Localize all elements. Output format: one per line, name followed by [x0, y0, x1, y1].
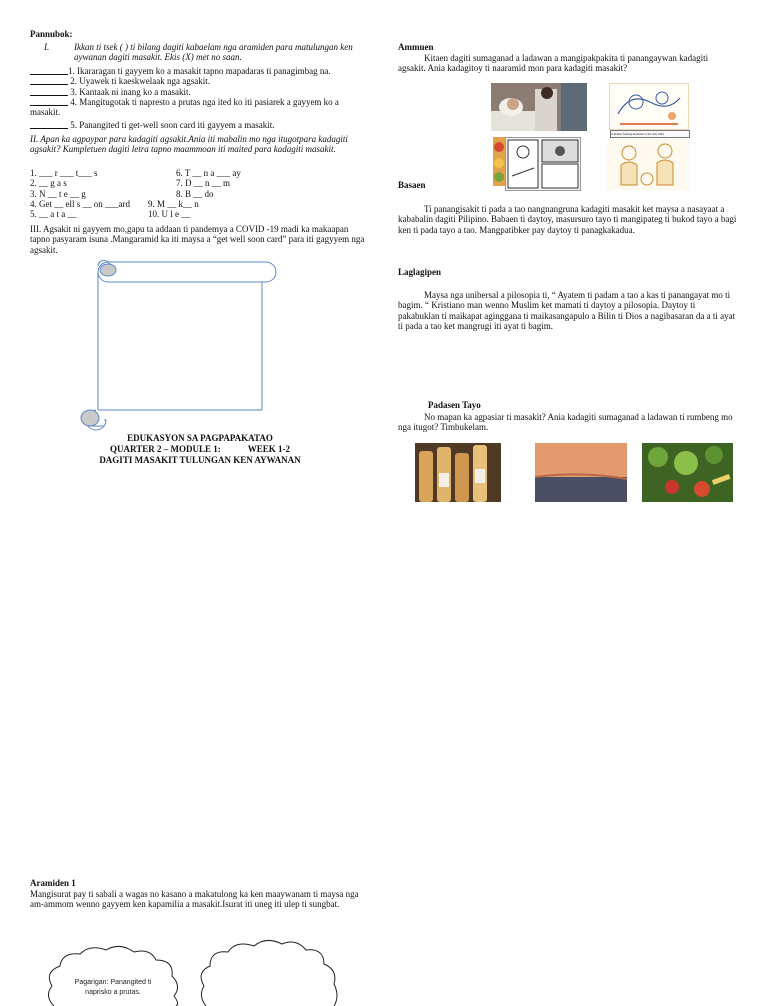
- image-caption: A mother feeding medicine to her sick child: [610, 130, 690, 138]
- puzzle-item: 9. M __ k__ n: [148, 198, 199, 209]
- module-title: DAGITI MASAKIT TULUNGAN KEN AYWANAN: [99, 455, 301, 465]
- list-item: 2. Uyawek ti kaeskwelaak nga agsakit.: [30, 76, 366, 86]
- list-item: 1. Ikararagan ti gayyem ko a masakit tapno mapadaras ti panagimbag na.: [30, 66, 366, 76]
- module-quarter: QUARTER 2 – MODULE 1: WEEK 1-2: [110, 444, 290, 454]
- padasen-title: Padasen Tayo: [428, 400, 481, 410]
- answer-blank[interactable]: [30, 120, 68, 129]
- module-subject: EDUKASYON SA PAGPAPAKATAO: [127, 433, 273, 443]
- folded-towels-photo[interactable]: [535, 443, 627, 502]
- part3-instruction: III. Agsakit ni gayyem mo,gapu ta addaan ti pandemya a COVID -19 madi ka makaapan tapno pasyaram isuna .Mangaramid ka iti maysa a “get well soon card” para iti gagyyem nga agsakit.: [30, 224, 365, 255]
- list-item: 5. Panangited ti get-well soon card iti gayyem a masakit.: [30, 120, 366, 130]
- vegetables-photo[interactable]: [642, 443, 733, 502]
- aramiden-title: Aramiden 1: [30, 878, 76, 888]
- aramiden-text: Mangisurat pay ti sabali a wagas no kasano a makatulong ka ken maaywanam ti maysa nga am-ammom wenno gayyem ken kapamilia a masakit.Isurat iti uneg iti ulep ti sungbat.: [30, 889, 359, 910]
- letter-puzzle-grid: [30, 168, 370, 219]
- table-row: [30, 189, 370, 199]
- list-item: 3. Kantaak ni inang ko a masakit.: [30, 87, 366, 97]
- list-item: 4. Mangitugotak ti napresto a prutas nga ited ko iti pasiarek a gayyem ko a masakit.: [30, 96, 339, 118]
- laglagipen-text: Maysa nga unibersal a pilosopia ti, “ Ayatem ti padam a tao a kas ti panangayat mo ti bagim. “ Kristiano man wenno Muslim ket mamati ti daytoy a pilosopia. Daytoy ti pakabuklan ti maikapat aginggana ti maikasangapulo a Bilin ti Dios a nagibasaran da a ti ayat ti pada a tao ket mangrugi iti ayat ti bagim.: [398, 290, 736, 331]
- answer-cloud-example[interactable]: [40, 944, 184, 1006]
- answer-blank[interactable]: [30, 76, 68, 85]
- puzzle-item: 6. T __ n a ___ ay: [176, 168, 241, 178]
- puzzle-item: 7. D __ n __ m: [176, 178, 230, 189]
- padasen-text: No mapan ka agpasiar ti masakit? Ania kadagiti sumaganad a ladawan ti rumbeng mo nga itugot? Timbukelam.: [398, 412, 733, 433]
- puzzle-item: 1. ___ r ___ t___ s: [30, 168, 98, 178]
- puzzle-item: 8. B __ do: [176, 188, 214, 199]
- table-row: [30, 168, 370, 178]
- part1-number: I.: [44, 42, 50, 52]
- table-row: [30, 199, 370, 209]
- answer-blank[interactable]: [30, 87, 68, 96]
- puzzle-item: 5. __ a t a __: [30, 209, 77, 220]
- answer-blank[interactable]: [30, 66, 68, 75]
- pannubok-title: Pannubok:: [30, 29, 73, 39]
- ammuen-title: Ammuen: [398, 42, 434, 52]
- caregiver-sketch: [609, 83, 689, 130]
- basaen-text: Ti panangisakit ti pada a tao nangnangruna kadagiti masakit ket maysa a nasayaat a kababalin dagiti Pilipino. Babaen ti daytoy, masursuro tayo ti mangipateg ti bukod tayo a bagi ken ti pada tayo a tao. Mangpatibker pay daytoy ti panagkakadua.: [398, 204, 737, 235]
- answer-cloud-blank[interactable]: [196, 938, 340, 1006]
- ammuen-text: Kitaen dagiti sumaganad a ladawan a mangipakpakita ti panangaywan kadagiti agsakit. Ania kadagitoy ti naaramid mon para kadagiti masakit?: [398, 53, 709, 74]
- puzzle-item: 2. __ g a s: [30, 178, 67, 189]
- family-care-drawing: [607, 139, 690, 190]
- part2-instruction: II. Apan ka agpaypar para kadagiti agsakit.Ania iti mabalin mo nga itugotpara kadagiti agsakit? Kumpletuen dagiti letra tapno maammoan iti maited para kadagiti masakit.: [30, 134, 348, 155]
- bottled-drinks-photo[interactable]: [415, 443, 501, 502]
- part1-item-list: [30, 66, 366, 131]
- sickbed-comic: [505, 137, 581, 191]
- cloud-example-label: Pagarigan: Panangited ti naprisko a prutas.: [74, 979, 152, 996]
- puzzle-item: 10. U l e __: [148, 209, 191, 220]
- part1-instruction: Ikkan ti tsek ( ) ti bilang dagiti kabaelam nga aramiden para matulungan ken aywanan dagiti masakit. Ekis (X) met no saan.: [74, 42, 353, 63]
- puzzle-item: 3. N __ t e __ g: [30, 188, 86, 199]
- scroll-card-frame[interactable]: [74, 258, 280, 436]
- table-row: [30, 209, 370, 219]
- laglagipen-title: Laglagipen: [398, 267, 442, 277]
- answer-blank[interactable]: [30, 97, 68, 106]
- table-row: [30, 178, 370, 188]
- puzzle-item: 4. Get __ ell s __ on ___ard: [30, 198, 130, 209]
- fruit-strip-photo: [493, 137, 505, 186]
- sick-patient-photo: [491, 83, 587, 131]
- basaen-title: Basaen: [398, 180, 426, 190]
